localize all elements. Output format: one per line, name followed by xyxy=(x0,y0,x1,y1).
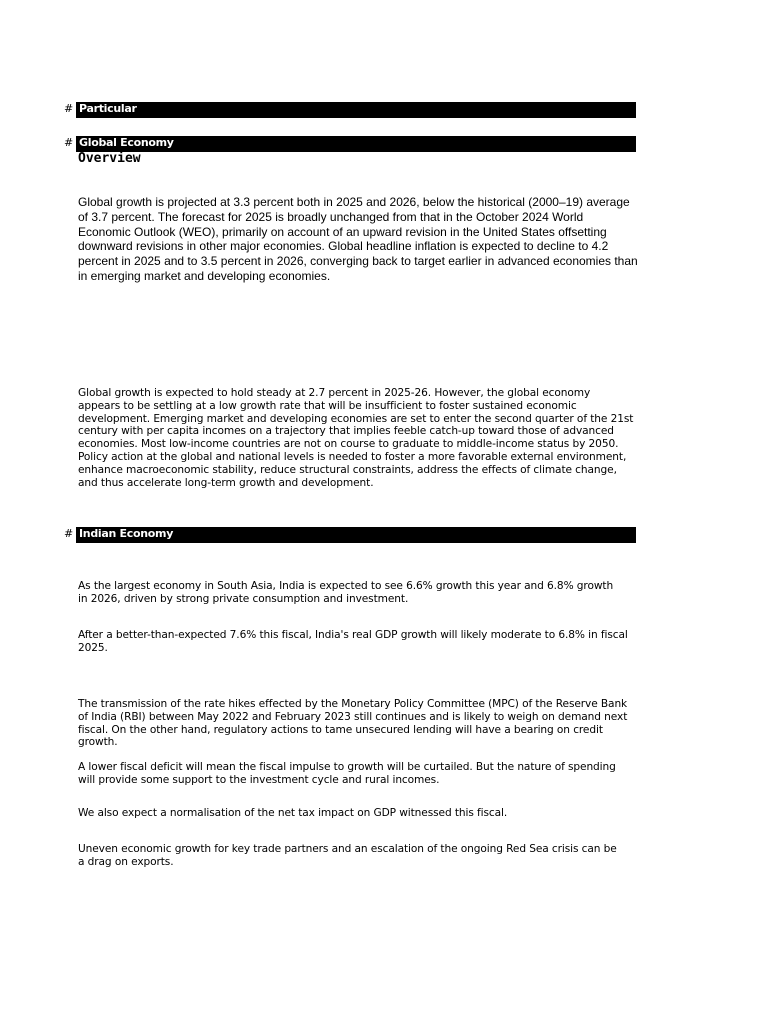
section-header-global-economy: Global Economy xyxy=(76,136,636,152)
global-paragraph-1: Global growth is projected at 3.3 percent both in 2025 and 2026, below the historical (2000–19) average of 3.7 percent. The forecast for 2025 is broadly unchanged from that in the October 2024 World Economic Outlook (WEO), primarily on account of an upward revision in the United States offsetting downward revisions in other major economies. Global headline inflation is expected to decline to 4.2 percent in 2025 and to 3.5 percent in 2026, converging back to target earlier in advanced economies than in emerging market and developing economies. xyxy=(78,195,638,283)
india-paragraph-2: After a better-than-expected 7.6% this fiscal, India's real GDP growth will likely moderate to 6.8% in fiscal 2025. xyxy=(78,629,628,654)
india-paragraph-4: A lower fiscal deficit will mean the fiscal impulse to growth will be curtailed. But the nature of spending will provide some support to the investment cycle and rural incomes. xyxy=(78,761,616,786)
row-marker: # xyxy=(64,102,74,115)
row-marker: # xyxy=(64,527,74,540)
row-marker: # xyxy=(64,136,74,149)
india-paragraph-6: Uneven economic growth for key trade partners and an escalation of the ongoing Red Sea crisis can be a drag on exports. xyxy=(78,843,617,868)
section-header-indian-economy: Indian Economy xyxy=(76,527,636,543)
india-paragraph-1: As the largest economy in South Asia, India is expected to see 6.6% growth this year and 6.8% growth in 2026, driven by strong private consumption and investment. xyxy=(78,580,614,605)
global-paragraph-2: Global growth is expected to hold steady at 2.7 percent in 2025-26. However, the global economy appears to be settling at a low growth rate that will be insufficient to foster sustained economic development. Emerging market and developing economies are set to enter the second quarter of the 21st century with per capita incomes on a trajectory that implies feeble catch-up toward those of advanced economies. Most low-income countries are not on course to graduate to middle-income status by 2050. Policy action at the global and national levels is needed to foster a more favorable external environment, enhance macroeconomic stability, reduce structural constraints, address the effects of climate change, and thus accelerate long-term growth and development. xyxy=(78,387,634,489)
india-paragraph-5: We also expect a normalisation of the net tax impact on GDP witnessed this fiscal. xyxy=(78,807,508,819)
india-paragraph-3: The transmission of the rate hikes effected by the Monetary Policy Committee (MPC) of the Reserve Bank of India (RBI) between May 2022 and February 2023 still continues and is likely to weigh on demand next fiscal. On the other hand, regulatory actions to tame unsecured lending will have a bearing on credit growth. xyxy=(78,698,628,749)
section-header-particular: Particular xyxy=(76,102,636,118)
overview-title: Overview xyxy=(78,151,141,166)
